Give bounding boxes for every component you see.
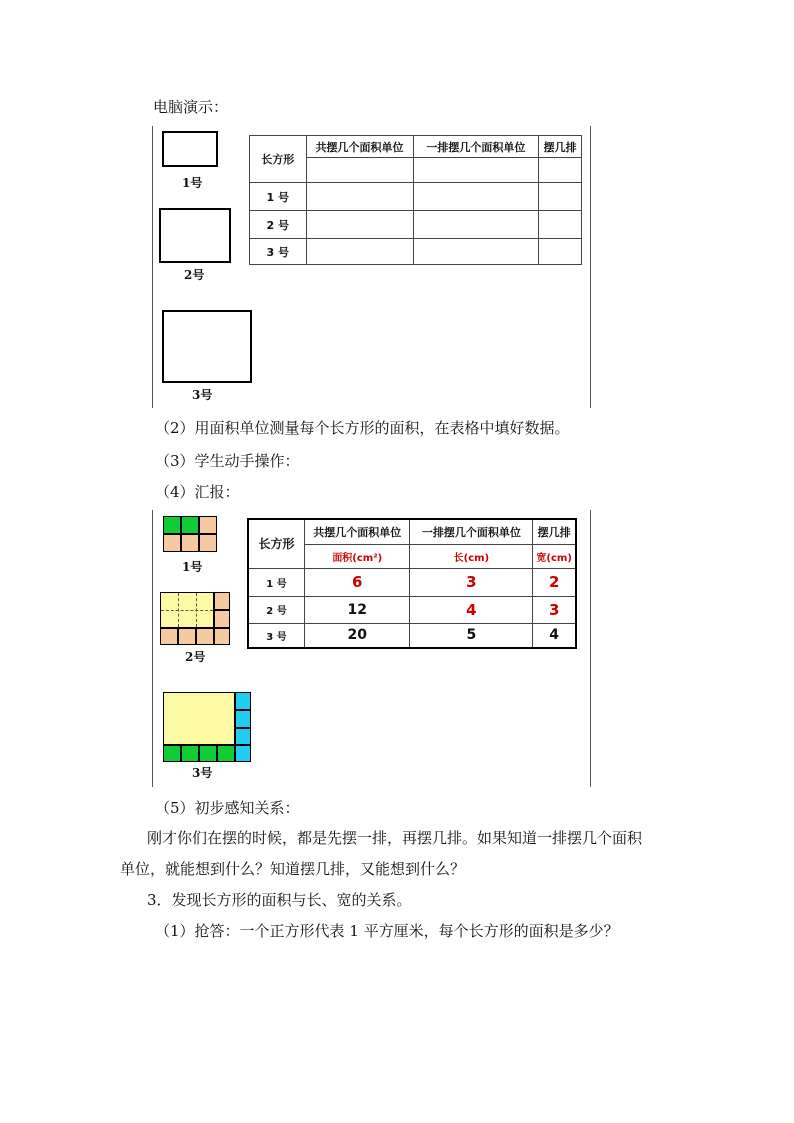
figure-filled-table: [152, 510, 592, 787]
step-5: （5）初步感知关系：: [155, 799, 300, 817]
length-value: 3: [410, 568, 533, 596]
intro-text: 电脑演示：: [153, 98, 229, 116]
header-rows: 摆几排: [539, 136, 582, 158]
row-label: 2 号: [248, 596, 305, 623]
rectangle-3-label: 3号: [192, 766, 213, 780]
rectangle-2-grid: [160, 592, 230, 645]
area-value: 20: [305, 623, 410, 648]
width-value: 3: [533, 596, 576, 623]
table-cell: [539, 211, 582, 239]
rectangle-2-label: 2号: [185, 650, 206, 664]
width-value: 4: [533, 623, 576, 648]
blank-data-table: [249, 135, 582, 265]
width-value: 2: [533, 568, 576, 596]
table-cell: [306, 183, 413, 211]
table-cell: [413, 211, 539, 239]
question-1: （1）抢答：一个正方形代表 1 平方厘米，每个长方形的面积是多少？: [155, 922, 619, 940]
rectangle-1-label: 1号: [182, 176, 203, 190]
header-units-per-row: 一排摆几个面积单位: [410, 519, 533, 544]
step-2: （2）用面积单位测量每个长方形的面积，在表格中填好数据。: [155, 419, 570, 437]
row-label: 2 号: [250, 211, 307, 239]
rectangle-2: [159, 208, 231, 263]
table-cell: [539, 183, 582, 211]
table-cell: [413, 158, 539, 183]
header-rows: 摆几排: [533, 519, 576, 544]
length-value: 4: [410, 596, 533, 623]
header-rectangle: 长方形: [250, 136, 307, 183]
rectangle-1-grid: [163, 516, 217, 552]
subheader-area: 面积(cm²): [305, 544, 410, 568]
step-3: （3）学生动手操作：: [155, 452, 300, 470]
paragraph-line-2: 单位，就能想到什么？知道摆几排，又能想到什么？: [120, 860, 466, 878]
table-cell: [413, 239, 539, 265]
table-cell: [306, 239, 413, 265]
header-rectangle: 长方形: [248, 519, 305, 568]
section-3-heading: 3．发现长方形的面积与长、宽的关系。: [147, 891, 412, 909]
rectangle-3-grid: [163, 692, 251, 762]
rectangle-2-label: 2号: [184, 268, 205, 282]
header-total-units: 共摆几个面积单位: [306, 136, 413, 158]
rectangle-3-label: 3号: [192, 388, 213, 402]
row-label: 3 号: [250, 239, 307, 265]
area-value: 6: [305, 568, 410, 596]
rectangle-1-label: 1号: [182, 560, 203, 574]
paragraph-line-1: 刚才你们在摆的时候，都是先摆一排，再摆几排。如果知道一排摆几个面积: [147, 829, 643, 847]
header-units-per-row: 一排摆几个面积单位: [413, 136, 539, 158]
step-4: （4）汇报：: [155, 483, 240, 501]
row-label: 3 号: [248, 623, 305, 648]
figure-blank-table: [152, 126, 592, 408]
subheader-width: 宽(cm): [533, 544, 576, 568]
rectangle-3: [162, 310, 252, 383]
row-label: 1 号: [250, 183, 307, 211]
header-total-units: 共摆几个面积单位: [305, 519, 410, 544]
table-cell: [413, 183, 539, 211]
table-cell: [539, 158, 582, 183]
filled-data-table: [247, 518, 577, 649]
length-value: 5: [410, 623, 533, 648]
rectangle-1: [162, 131, 218, 167]
subheader-length: 长(cm): [410, 544, 533, 568]
table-cell: [539, 239, 582, 265]
table-cell: [306, 211, 413, 239]
table-cell: [306, 158, 413, 183]
area-value: 12: [305, 596, 410, 623]
row-label: 1 号: [248, 568, 305, 596]
